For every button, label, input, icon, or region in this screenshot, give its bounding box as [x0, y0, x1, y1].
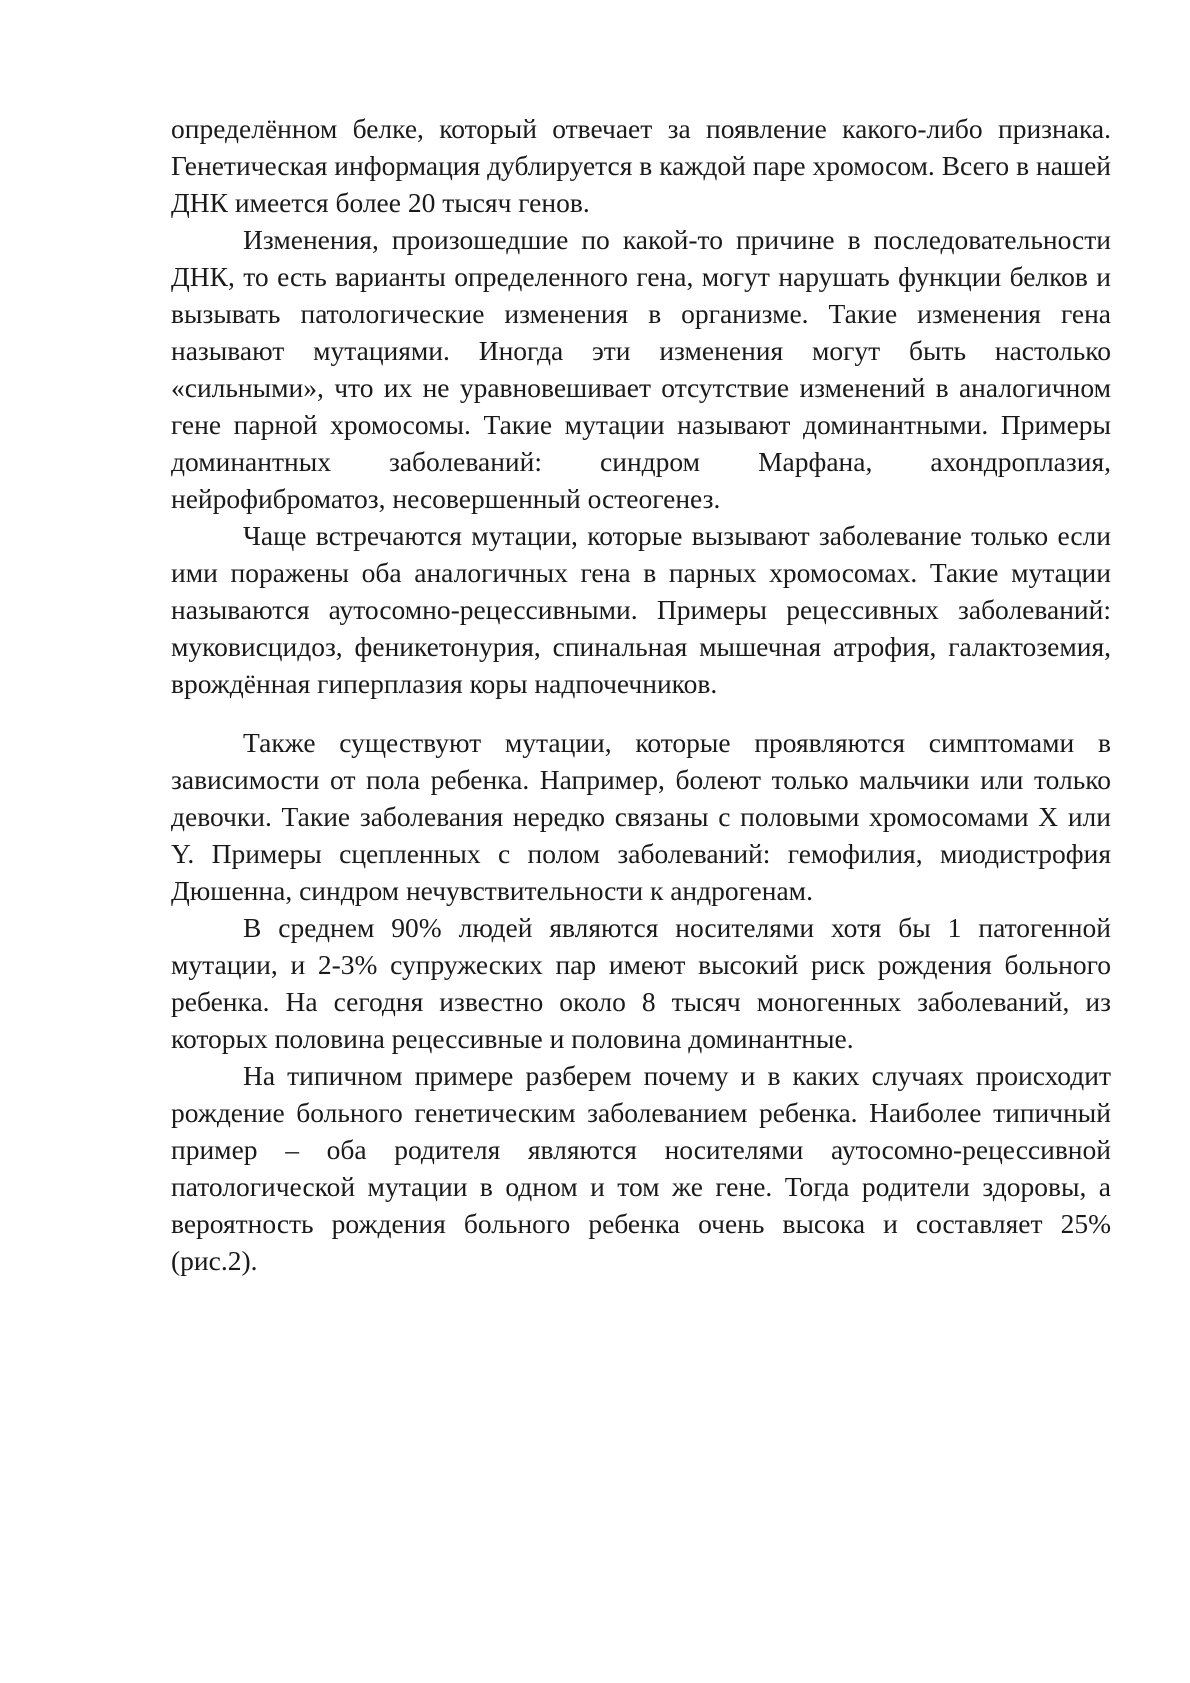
paragraph-example: На типичном примере разберем почему и в каких случаях происходит рождение больного генетическим заболеванием ребенка. Наиболее типичный пример – оба родителя являются носителями аутосомно-рецессивной патологической мутации в одном и том же гене. Тогда родители здоровы, а вероятность рождения больного ребенка очень высока и составляет 25% (рис.2).	[171, 1060, 1111, 1276]
paragraph-recessive: Чаще встречаются мутации, которые вызывают заболевание только если ими поражены оба аналогичных гена в парных хромосомах. Такие мутации называются аутосомно-рецессивными. Примеры рецессивных заболеваний: муковисцидоз, феникетонурия, спинальная мышечная атрофия, галактоземия, врождённая гиперплазия коры надпочечников.	[171, 520, 1111, 699]
paragraph-mutations: Изменения, произошедшие по какой-то причине в последовательности ДНК, то есть варианты определенного гена, могут нарушать функции белков и вызывать патологические изменения в организме. Такие изменения гена называют мутациями. Иногда эти изменения могут быть настолько «сильными», что их не уравновешивает отсутствие изменений в аналогичном гене парной хромосомы. Такие мутации называют доминантными. Примеры доминантных заболеваний: синдром Марфана, ахондроплазия, нейрофиброматоз, несовершенный остеогенез.	[171, 224, 1111, 514]
paragraph-statistics: В среднем 90% людей являются носителями хотя бы 1 патогенной мутации, и 2-3% супружеских пар имеют высокий риск рождения больного ребенка. На сегодня известно около 8 тысяч моногенных заболеваний, из которых половина рецессивные и половина доминантные.	[171, 912, 1111, 1054]
paragraph-sex-linked: Также существуют мутации, которые проявляются симптомами в зависимости от пола ребенка. Например, болеют только мальчики или только девочки. Такие заболевания нередко связаны с половыми хромосомами X или Y. Примеры сцепленных с полом заболеваний: гемофилия, миодистрофия Дюшенна, синдром нечувствительности к андрогенам.	[171, 727, 1111, 906]
paragraph-continued: определённом белке, который отвечает за появление какого-либо признака. Генетическая информация дублируется в каждой паре хромосом. Всего в нашей ДНК имеется более 20 тысяч генов.	[171, 113, 1111, 218]
body-text	[171, 110, 1111, 1279]
